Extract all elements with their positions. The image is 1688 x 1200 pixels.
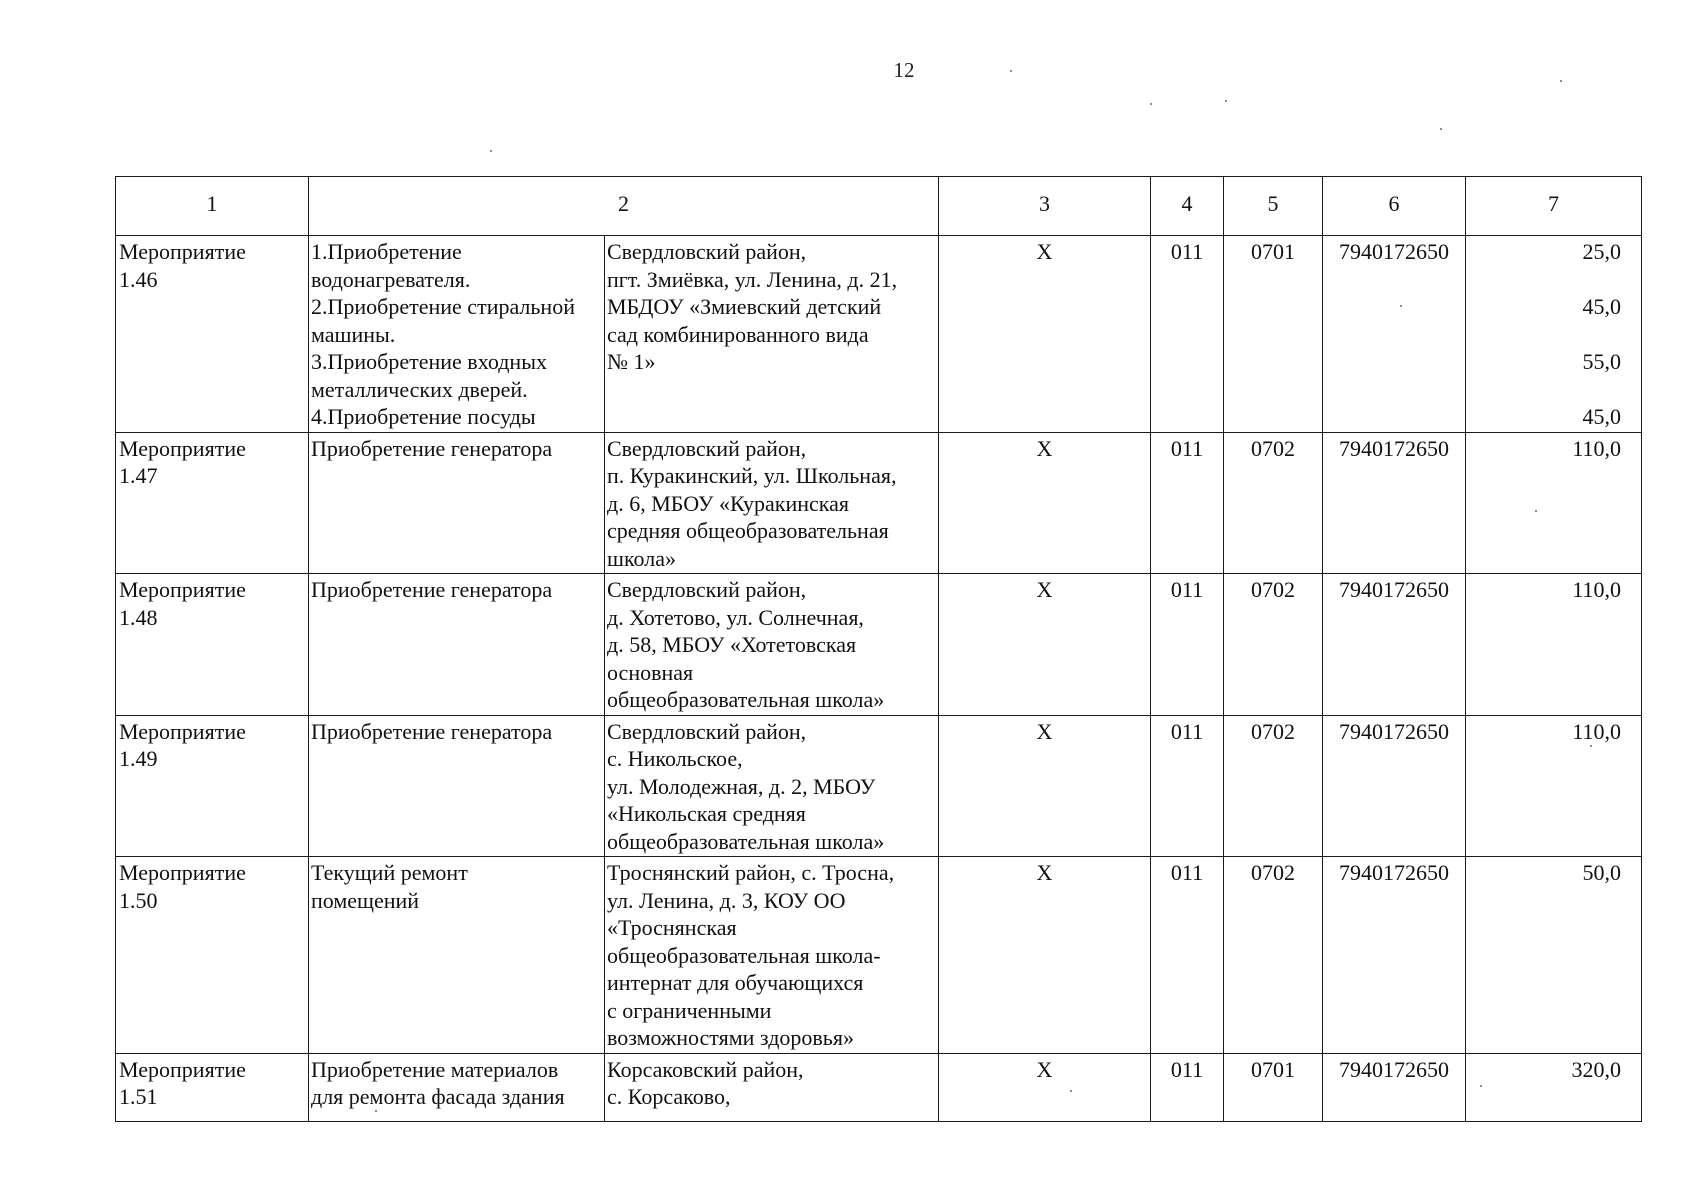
address-line: ул. Ленина, д. 3, КОУ ОО [607, 887, 846, 913]
col6-cell: 7940172650 [1323, 574, 1466, 716]
address-line: общеобразовательная школа- [607, 942, 881, 968]
amount-cell: 50,0 [1466, 857, 1642, 1054]
work-cell [309, 432, 605, 574]
event-number: 1.51 [119, 1084, 158, 1109]
header-col-5: 5 [1224, 177, 1323, 236]
work-line: 2.Приобретение стиральной [311, 294, 575, 319]
header-col-1: 1 [116, 177, 309, 236]
address-cell [605, 1053, 939, 1121]
header-row [116, 177, 1642, 236]
table-row [116, 432, 1642, 574]
event-label: Мероприятие [119, 860, 246, 885]
address-line: общеобразовательная школа» [607, 828, 885, 854]
amount-line: 45,0 [1582, 294, 1621, 319]
table-row [116, 857, 1642, 1054]
work-line: 1.Приобретение [311, 239, 462, 264]
col3-cell: Х [939, 857, 1151, 1054]
col5-cell: 0702 [1224, 715, 1323, 857]
address-line: Свердловский район, [607, 577, 807, 602]
table-row [116, 1053, 1642, 1121]
address-line: Корсаковский район, [607, 1056, 804, 1082]
scan-speck [1535, 510, 1537, 512]
event-number: 1.47 [119, 463, 158, 488]
address-line: д. 58, МБОУ «Хотетовская [607, 632, 857, 657]
address-line: д. Хотетово, ул. Солнечная, [607, 604, 864, 630]
col6-cell: 7940172650 [1323, 715, 1466, 857]
event-label: Мероприятие [119, 577, 246, 602]
amount-cell: 110,0 [1466, 574, 1642, 716]
col5-cell: 0702 [1224, 574, 1323, 716]
address-line: п. Куракинский, ул. Школьная, [607, 463, 897, 488]
work-line: Приобретение генератора [311, 435, 553, 461]
amount-cell: 320,0 [1466, 1053, 1642, 1121]
scan-speck [1480, 1085, 1482, 1087]
table-row [116, 574, 1642, 716]
address-line: Свердловский район, [607, 239, 807, 264]
col3-cell: Х [939, 1053, 1151, 1121]
event-number: 1.49 [119, 746, 158, 771]
address-line: ул. Молодежная, д. 2, МБОУ [607, 773, 876, 799]
event-cell [116, 236, 309, 433]
work-cell [309, 574, 605, 716]
scan-speck [1070, 1090, 1072, 1092]
col4-cell: 011 [1151, 715, 1224, 857]
address-line: интернат для обучающихся [607, 970, 864, 995]
work-line: 4.Приобретение посуды [311, 404, 536, 429]
col6-cell: 7940172650 [1323, 236, 1466, 433]
work-cell [309, 236, 605, 433]
address-cell [605, 432, 939, 574]
event-number: 1.48 [119, 604, 158, 630]
address-line: средняя общеобразовательная [607, 518, 889, 543]
address-cell [605, 857, 939, 1054]
col6-cell: 7940172650 [1323, 1053, 1466, 1121]
amount-line: 55,0 [1582, 349, 1621, 374]
work-cell [309, 857, 605, 1054]
scan-speck [1225, 100, 1227, 102]
col4-cell: 011 [1151, 574, 1224, 716]
event-label: Мероприятие [119, 435, 246, 461]
col4-cell: 011 [1151, 236, 1224, 433]
work-line: для ремонта фасада здания [311, 1084, 565, 1109]
address-line: пгт. Змиёвка, ул. Ленина, д. 21, [607, 266, 898, 292]
address-line: Свердловский район, [607, 718, 807, 744]
event-number: 1.50 [119, 887, 158, 913]
col3-cell: Х [939, 715, 1151, 857]
work-line: Текущий ремонт [311, 860, 468, 885]
col5-cell: 0702 [1224, 432, 1323, 574]
table-row [116, 236, 1642, 433]
event-label: Мероприятие [119, 1056, 246, 1082]
work-line: водонагревателя. [311, 266, 471, 292]
work-line: металлических дверей. [311, 376, 528, 402]
work-line: 3.Приобретение входных [311, 349, 547, 374]
event-cell [116, 1053, 309, 1121]
amount-cell: 110,0 [1466, 432, 1642, 574]
header-col-3: 3 [939, 177, 1151, 236]
address-line: основная [607, 659, 694, 685]
scan-speck [1150, 103, 1152, 105]
address-line: № 1» [607, 349, 656, 374]
col5-cell: 0701 [1224, 1053, 1323, 1121]
amount-cell: 110,0 [1466, 715, 1642, 857]
work-line: машины. [311, 321, 396, 347]
col6-cell: 7940172650 [1323, 432, 1466, 574]
header-col-4: 4 [1151, 177, 1224, 236]
scan-speck [1010, 70, 1012, 72]
amount-cell [1466, 236, 1642, 433]
header-col-2: 2 [309, 177, 939, 236]
event-label: Мероприятие [119, 718, 246, 744]
event-label: Мероприятие [119, 239, 246, 264]
address-line: «Троснянская [607, 915, 737, 940]
address-cell [605, 715, 939, 857]
col4-cell: 011 [1151, 857, 1224, 1054]
work-line: Приобретение генератора [311, 718, 553, 744]
work-cell [309, 1053, 605, 1121]
event-cell [116, 574, 309, 716]
work-cell [309, 715, 605, 857]
work-line: Приобретение генератора [311, 577, 553, 602]
col6-cell: 7940172650 [1323, 857, 1466, 1054]
address-line: школа» [607, 545, 676, 571]
header-col-7: 7 [1466, 177, 1642, 236]
address-line: д. 6, МБОУ «Куракинская [607, 490, 849, 516]
address-line: с ограниченными [607, 997, 772, 1023]
address-cell [605, 236, 939, 433]
amount-line: 25,0 [1582, 239, 1621, 264]
col4-cell: 011 [1151, 1053, 1224, 1121]
col3-cell: Х [939, 574, 1151, 716]
budget-table [115, 176, 1642, 1122]
scan-speck [375, 1110, 377, 1112]
event-cell [116, 432, 309, 574]
header-col-6: 6 [1323, 177, 1466, 236]
col3-cell: Х [939, 236, 1151, 433]
scan-speck [490, 150, 492, 152]
address-line: МБДОУ «Змиевский детский [607, 294, 882, 319]
col5-cell: 0702 [1224, 857, 1323, 1054]
scan-speck [1590, 745, 1592, 747]
col3-cell: Х [939, 432, 1151, 574]
address-line: возможностями здоровья» [607, 1025, 854, 1050]
event-cell [116, 715, 309, 857]
address-cell [605, 574, 939, 716]
address-line: Троснянский район, с. Тросна, [607, 860, 895, 885]
table-row [116, 715, 1642, 857]
address-line: с. Никольское, [607, 746, 743, 771]
address-line: с. Корсаково, [607, 1084, 731, 1109]
event-cell [116, 857, 309, 1054]
work-line: Приобретение материалов [311, 1056, 559, 1082]
scan-speck [1440, 128, 1442, 130]
col4-cell: 011 [1151, 432, 1224, 574]
col5-cell: 0701 [1224, 236, 1323, 433]
address-line: «Никольская средняя [607, 801, 806, 826]
address-line: сад комбинированного вида [607, 321, 869, 347]
scan-speck [1560, 80, 1562, 82]
event-number: 1.46 [119, 266, 158, 292]
scan-speck [1400, 305, 1402, 307]
amount-line: 45,0 [1582, 404, 1621, 429]
work-line: помещений [311, 887, 420, 913]
address-line: Свердловский район, [607, 435, 807, 461]
address-line: общеобразовательная школа» [607, 687, 885, 712]
page-number: 12 [893, 58, 915, 82]
